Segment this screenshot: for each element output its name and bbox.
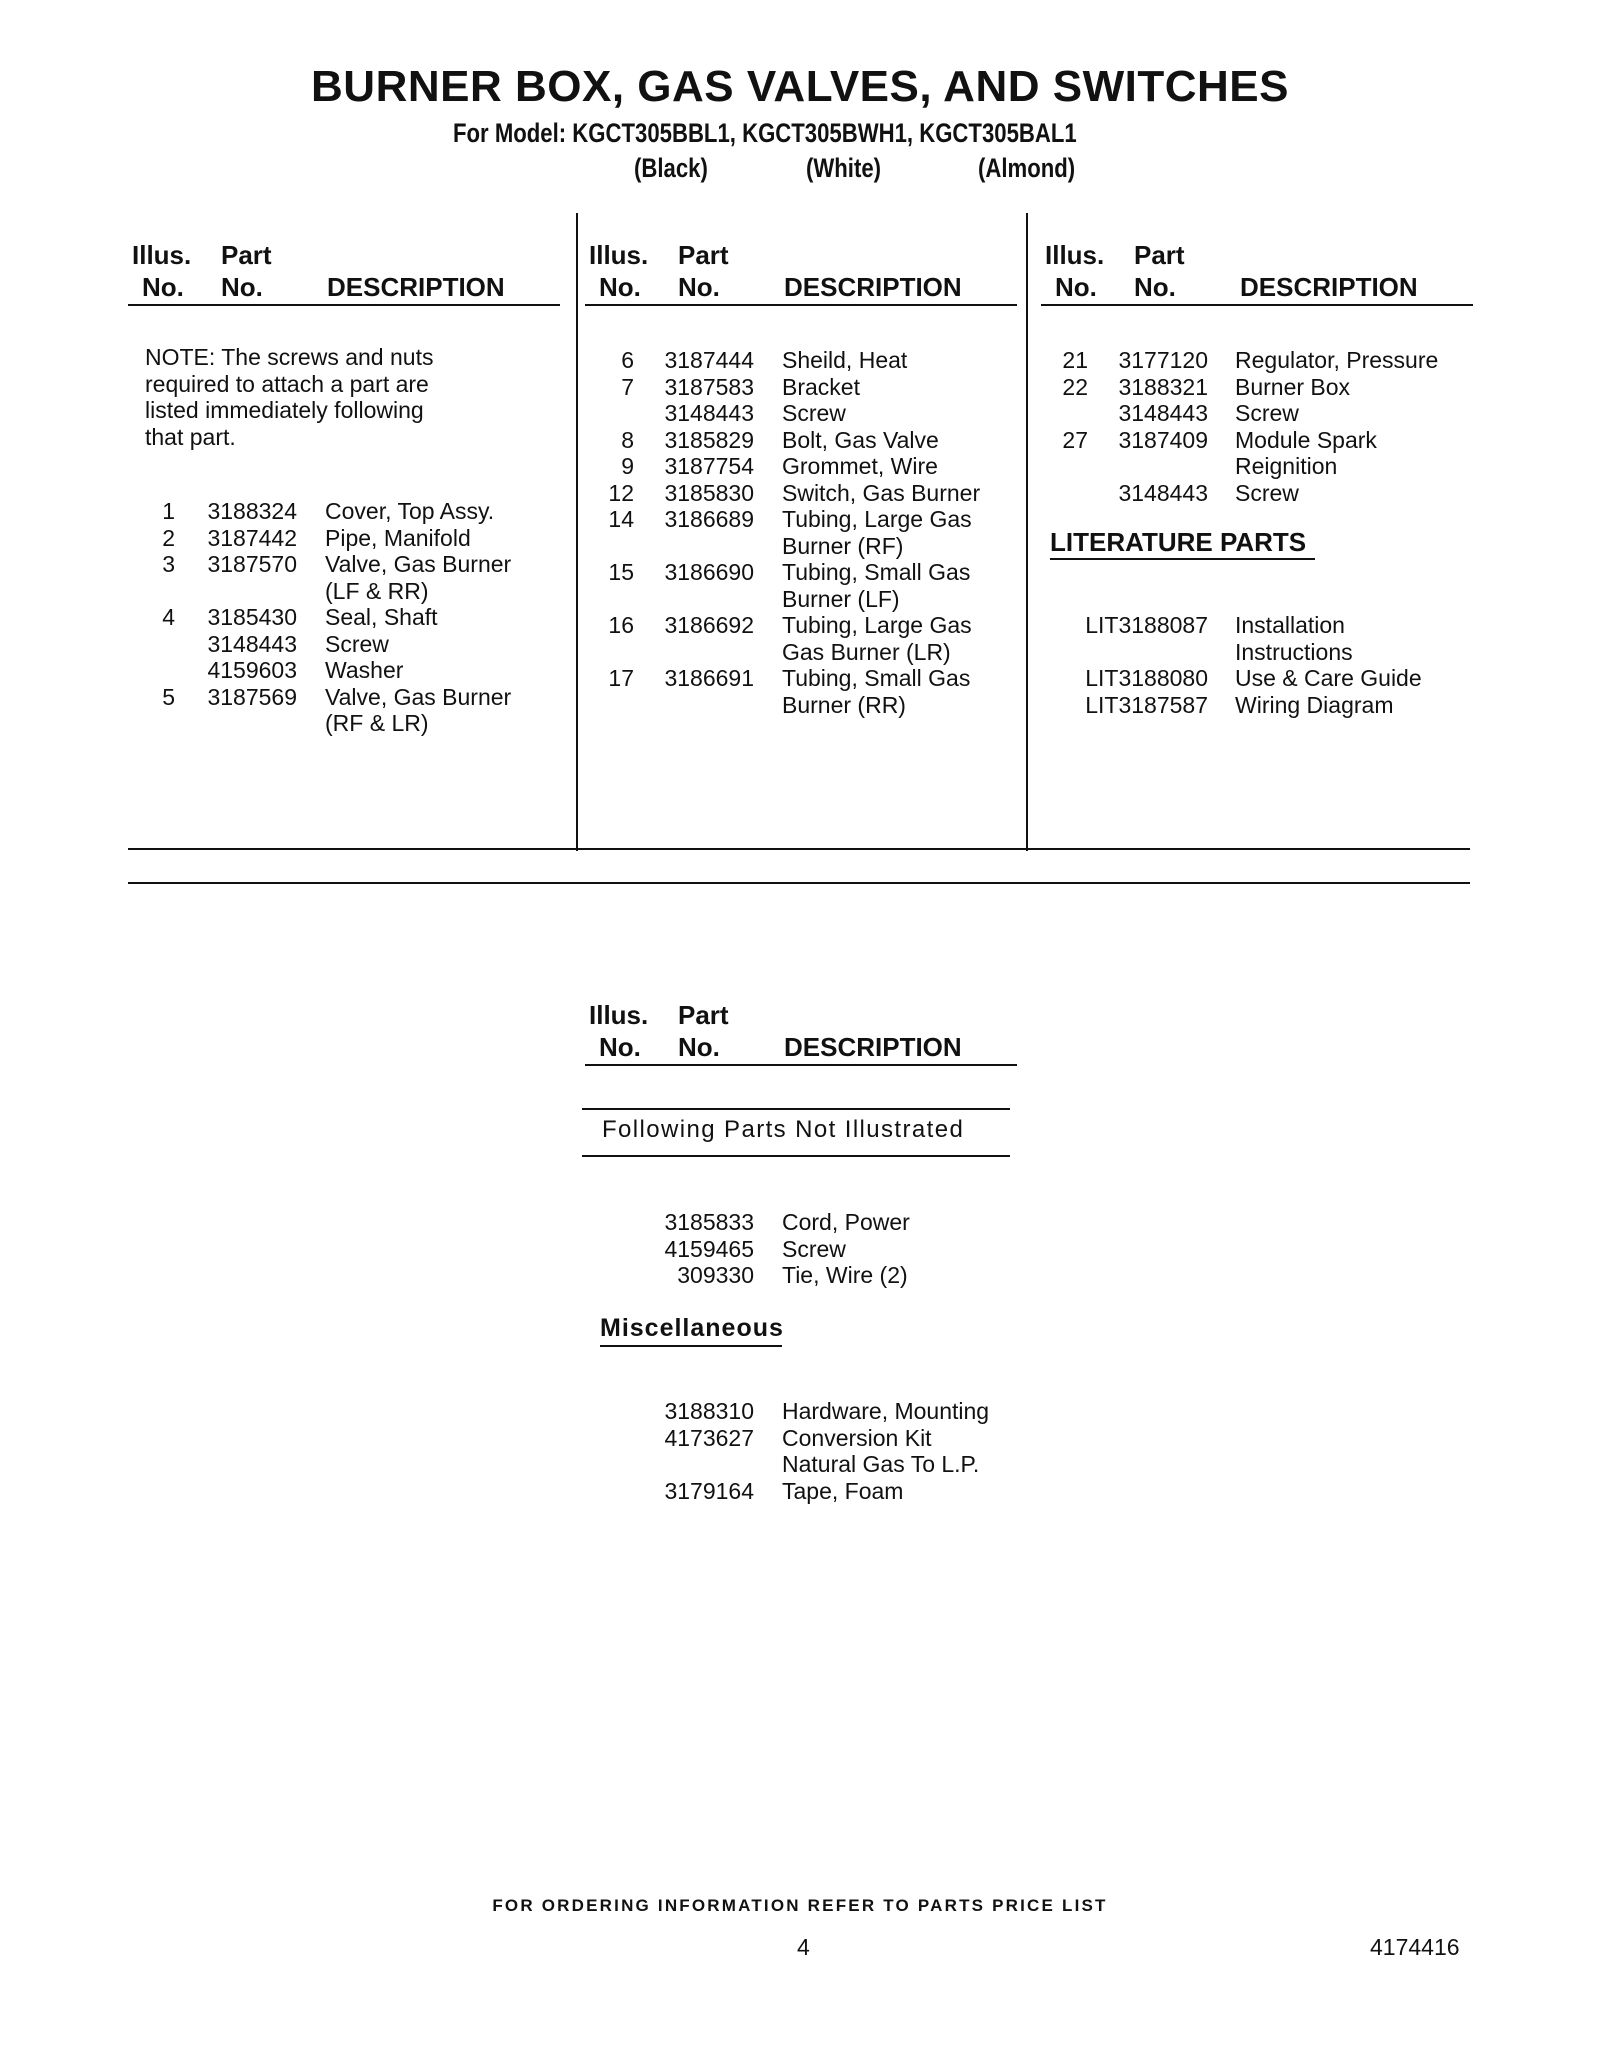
part-description: Tie, Wire (2) <box>782 1262 908 1288</box>
part-number: 3185833 <box>664 1209 754 1235</box>
part-number: 3185430 <box>207 604 297 630</box>
part-description: Tubing, Small Gas <box>782 665 971 691</box>
page-title: BURNER BOX, GAS VALVES, AND SWITCHES <box>311 62 1289 111</box>
part-description: Installation <box>1235 612 1345 638</box>
part-description: Burner (RR) <box>782 691 906 718</box>
literature-title: LITERATURE PARTS <box>1050 527 1307 557</box>
part-description: Grommet, Wire <box>782 453 938 479</box>
part-description: Tubing, Large Gas <box>782 612 972 638</box>
part-number: 3185830 <box>664 479 754 506</box>
note-text: NOTE: The screws and nuts required to attach a part are listed immediately following that part. <box>145 344 434 450</box>
part-description: Gas Burner (LR) <box>782 638 951 665</box>
illus-number: 7 <box>621 373 634 400</box>
part-description: Regulator, Pressure <box>1235 347 1439 373</box>
part-number: 3187409 <box>1118 426 1208 453</box>
illus-number: 12 <box>608 479 634 506</box>
model-line: For Model: KGCT305BBL1, KGCT305BWH1, KGCT305BAL1 <box>453 118 1077 148</box>
illus-number: 8 <box>621 426 634 453</box>
part-description: Screw <box>1235 400 1299 426</box>
illus-number: 16 <box>608 612 634 638</box>
header-illus: Illus. <box>589 240 649 270</box>
part-number: 3186692 <box>664 612 754 638</box>
part-description: Valve, Gas Burner <box>325 683 512 710</box>
header-illus-no: No. <box>599 272 641 302</box>
part-description: Cover, Top Assy. <box>325 498 495 524</box>
not-illustrated-rule <box>582 1108 1010 1110</box>
column-divider <box>576 213 578 851</box>
part-description: Hardware, Mounting <box>782 1398 990 1424</box>
part-description: Washer <box>325 657 404 683</box>
part-description: Natural Gas To L.P. <box>782 1451 980 1477</box>
color-white: (White) <box>806 153 882 183</box>
part-description: Wiring Diagram <box>1235 691 1394 718</box>
part-number: LIT3188080 <box>1085 665 1208 691</box>
part-description: Cord, Power <box>782 1209 910 1235</box>
misc-underline <box>600 1345 782 1347</box>
part-number: 3185829 <box>664 426 754 453</box>
column-divider <box>1026 213 1028 851</box>
part-description: Instructions <box>1235 638 1353 665</box>
part-description: (LF & RR) <box>325 577 429 604</box>
part-number: 3187444 <box>664 347 754 373</box>
illus-number: 5 <box>162 683 175 710</box>
header-illus: Illus. <box>1045 240 1105 270</box>
page-number: 4 <box>797 1934 810 1960</box>
illus-number: 27 <box>1062 426 1088 453</box>
part-description: Reignition <box>1235 453 1338 479</box>
ordering-info: FOR ORDERING INFORMATION REFER TO PARTS PRICE LIST <box>492 1896 1108 1915</box>
part-number: 3148443 <box>664 400 754 426</box>
part-description: Seal, Shaft <box>325 604 438 630</box>
part-description: Module Spark <box>1235 426 1377 453</box>
header-illus-no: No. <box>599 1032 641 1062</box>
header-description: DESCRIPTION <box>784 1032 962 1062</box>
part-number: 309330 <box>677 1262 754 1288</box>
header-description: DESCRIPTION <box>1240 272 1418 302</box>
section-divider <box>128 882 1470 884</box>
misc-title: Miscellaneous <box>600 1314 784 1342</box>
color-black: (Black) <box>634 153 708 183</box>
illus-number: 14 <box>608 506 634 532</box>
part-number: 3187754 <box>664 453 754 479</box>
header-description: DESCRIPTION <box>327 272 505 302</box>
part-number: 3187442 <box>207 524 297 551</box>
part-number: 3186689 <box>664 506 754 532</box>
header-part-no: No. <box>678 1032 720 1062</box>
illus-number: 2 <box>162 524 175 551</box>
header-part: Part <box>1134 240 1185 270</box>
part-description: Tubing, Large Gas <box>782 506 972 532</box>
header-part: Part <box>678 1000 729 1030</box>
illus-number: 6 <box>621 347 634 373</box>
part-number: 4159603 <box>207 657 297 683</box>
doc-number: 4174416 <box>1370 1934 1460 1960</box>
header-part-no: No. <box>1134 272 1176 302</box>
header-underline <box>128 304 560 306</box>
illus-number: 9 <box>621 453 634 479</box>
header-underline <box>585 1064 1017 1066</box>
part-number: 3179164 <box>664 1477 754 1504</box>
part-number: 3188324 <box>207 498 297 524</box>
part-description: Burner (LF) <box>782 585 900 612</box>
part-number: 3187583 <box>664 373 754 400</box>
part-description: Conversion Kit <box>782 1424 932 1451</box>
part-description: Bracket <box>782 373 860 400</box>
part-description: Screw <box>782 400 846 426</box>
part-description: Burner (RF) <box>782 532 904 559</box>
part-description: Screw <box>782 1235 846 1262</box>
illus-number: 4 <box>162 604 175 630</box>
part-description: Use & Care Guide <box>1235 665 1422 691</box>
part-number: 3148443 <box>1118 400 1208 426</box>
part-number: 3186691 <box>664 665 754 691</box>
part-number: 3188321 <box>1118 373 1208 400</box>
part-number: 4173627 <box>664 1424 754 1451</box>
illus-number: 21 <box>1062 347 1088 373</box>
illus-number: 1 <box>162 498 175 524</box>
part-description: Tape, Foam <box>782 1477 904 1504</box>
literature-underline <box>1050 558 1315 560</box>
illus-number: 15 <box>608 559 634 585</box>
not-illustrated-title: Following Parts Not Illustrated <box>602 1116 965 1143</box>
header-illus-no: No. <box>142 272 184 302</box>
part-description: Bolt, Gas Valve <box>782 426 939 453</box>
part-number: 3188310 <box>664 1398 754 1424</box>
part-number: 4159465 <box>664 1235 754 1262</box>
part-description: Screw <box>325 630 389 657</box>
part-number: LIT3188087 <box>1085 612 1208 638</box>
header-underline <box>585 304 1017 306</box>
header-part: Part <box>221 240 272 270</box>
part-description: (RF & LR) <box>325 710 429 736</box>
header-description: DESCRIPTION <box>784 272 962 302</box>
part-description: Screw <box>1235 479 1299 506</box>
illus-number: 22 <box>1062 373 1088 400</box>
part-number: 3186690 <box>664 559 754 585</box>
header-part-no: No. <box>678 272 720 302</box>
part-number: 3148443 <box>1118 479 1208 506</box>
color-almond: (Almond) <box>978 153 1076 183</box>
part-number: 3187569 <box>207 683 297 710</box>
header-illus: Illus. <box>589 1000 649 1030</box>
header-illus: Illus. <box>132 240 192 270</box>
part-description: Pipe, Manifold <box>325 524 471 551</box>
part-description: Sheild, Heat <box>782 347 908 373</box>
part-description: Burner Box <box>1235 373 1351 400</box>
part-number: LIT3187587 <box>1085 691 1208 718</box>
part-number: 3148443 <box>207 630 297 657</box>
part-number: 3187570 <box>207 551 297 577</box>
part-description: Valve, Gas Burner <box>325 551 512 577</box>
section-divider <box>128 848 1470 850</box>
header-illus-no: No. <box>1055 272 1097 302</box>
header-underline <box>1041 304 1473 306</box>
header-part: Part <box>678 240 729 270</box>
header-part-no: No. <box>221 272 263 302</box>
part-number: 3177120 <box>1118 347 1208 373</box>
illus-number: 17 <box>608 665 634 691</box>
part-description: Switch, Gas Burner <box>782 479 981 506</box>
illus-number: 3 <box>162 551 175 577</box>
not-illustrated-rule <box>582 1155 1010 1157</box>
part-description: Tubing, Small Gas <box>782 559 971 585</box>
